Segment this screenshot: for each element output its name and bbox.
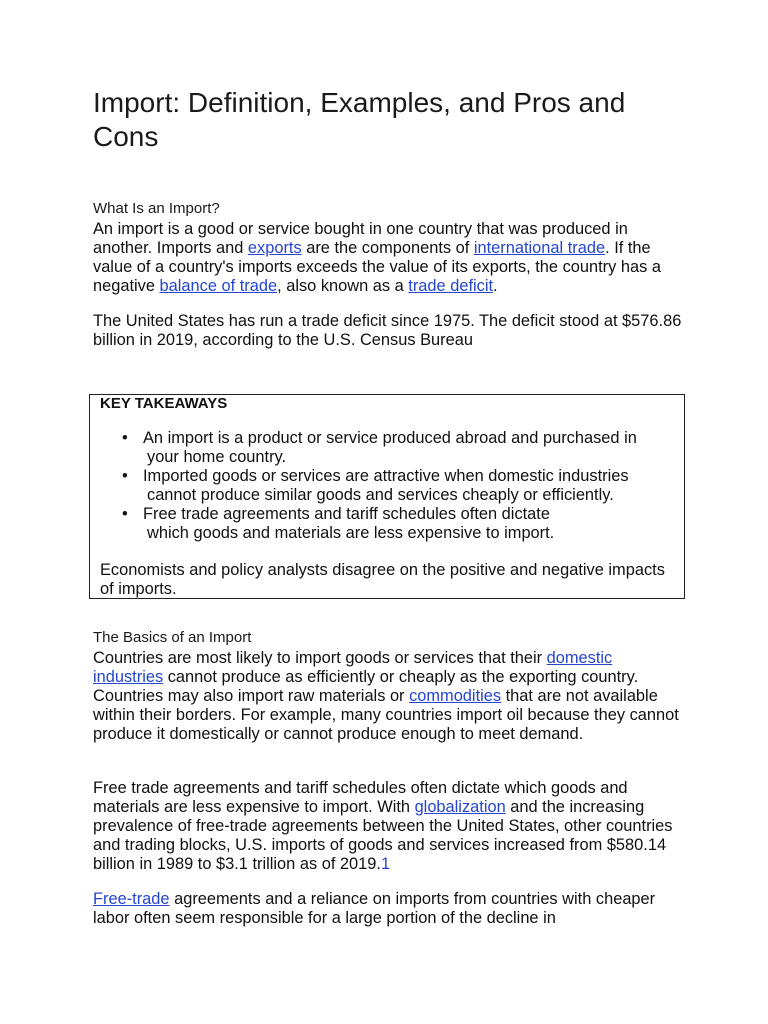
list-item [110, 467, 680, 505]
footnote-link[interactable]: 1 [380, 855, 391, 873]
key-takeaways-box [89, 394, 685, 599]
list-item [110, 429, 680, 467]
bullet-icon: • [122, 505, 128, 523]
link-exports[interactable]: exports [247, 239, 302, 257]
page-title: Import: Definition, Examples, and Pros and Cons [93, 87, 626, 152]
key-takeaways-heading: KEY TAKEAWAYS [100, 395, 228, 412]
bullet-icon: • [122, 467, 128, 485]
text: and the increasing prevalence of free-trade agreements between the United States, other countries and trading blocks, U.S. imports of goods and services increased from $580.14 billion in 1989 to $3.1 trillion as of 2019. [93, 798, 673, 873]
text: cannot produce as efficiently or cheaply as the exporting country. Countries may also import raw materials or [93, 668, 639, 705]
text: , also known as a [277, 277, 409, 295]
link-balance-of-trade[interactable]: balance of trade [159, 277, 278, 295]
text: . If the value of a country's imports exceeds the value of its exports, the country has a negative [93, 239, 661, 295]
item-line1: Free trade agreements and tariff schedules often dictate [143, 505, 550, 523]
paragraph-free-trade-decline [93, 890, 683, 928]
paragraph-definition [93, 220, 683, 296]
text: that are not available within their borders. For example, many countries import oil because they cannot produce it domestically or cannot produce enough to meet demand. [93, 687, 679, 743]
link-domestic-industries[interactable]: domestic industries [93, 649, 613, 686]
text: are the components of [301, 239, 474, 257]
link-commodities[interactable]: commodities [409, 687, 502, 705]
list-item [110, 505, 680, 543]
link-international-trade[interactable]: international trade [473, 239, 606, 257]
takeaways-list [110, 429, 680, 543]
text: . [493, 277, 498, 295]
section-heading-basics: The Basics of an Import [93, 629, 252, 646]
text: An import is a good or service bought in one country that was produced in another. Imports and [93, 220, 628, 257]
takeaways-closing: Economists and policy analysts disagree on the positive and negative impacts of imports. [100, 561, 665, 598]
text: Countries are most likely to import goods or services that their [93, 649, 547, 667]
paragraph-trade-deficit: The United States has run a trade deficit since 1975. The deficit stood at $576.86 billion in 2019, according to the U.S. Census Bureau [93, 312, 682, 349]
item-line2: which goods and materials are less expensive to import. [147, 524, 555, 542]
link-free-trade[interactable]: Free-trade [93, 890, 170, 908]
item-line1: Imported goods or services are attractive when domestic industries [143, 467, 629, 485]
paragraph-free-trade [93, 779, 683, 874]
section-heading-what-is-import: What Is an Import? [93, 200, 220, 217]
text: agreements and a reliance on imports from countries with cheaper labor often seem responsible for a large portion of the decline in [93, 890, 656, 927]
paragraph-basics [93, 649, 683, 744]
link-trade-deficit[interactable]: trade deficit [408, 277, 494, 295]
text: Free trade agreements and tariff schedules often dictate which goods and materials are less expensive to import. With [93, 779, 628, 816]
bullet-icon: • [122, 429, 128, 447]
item-line2: your home country. [147, 448, 287, 466]
item-line1: An import is a product or service produced abroad and purchased in [143, 429, 637, 447]
item-line2: cannot produce similar goods and services cheaply or efficiently. [147, 486, 614, 504]
link-globalization[interactable]: globalization [414, 798, 506, 816]
